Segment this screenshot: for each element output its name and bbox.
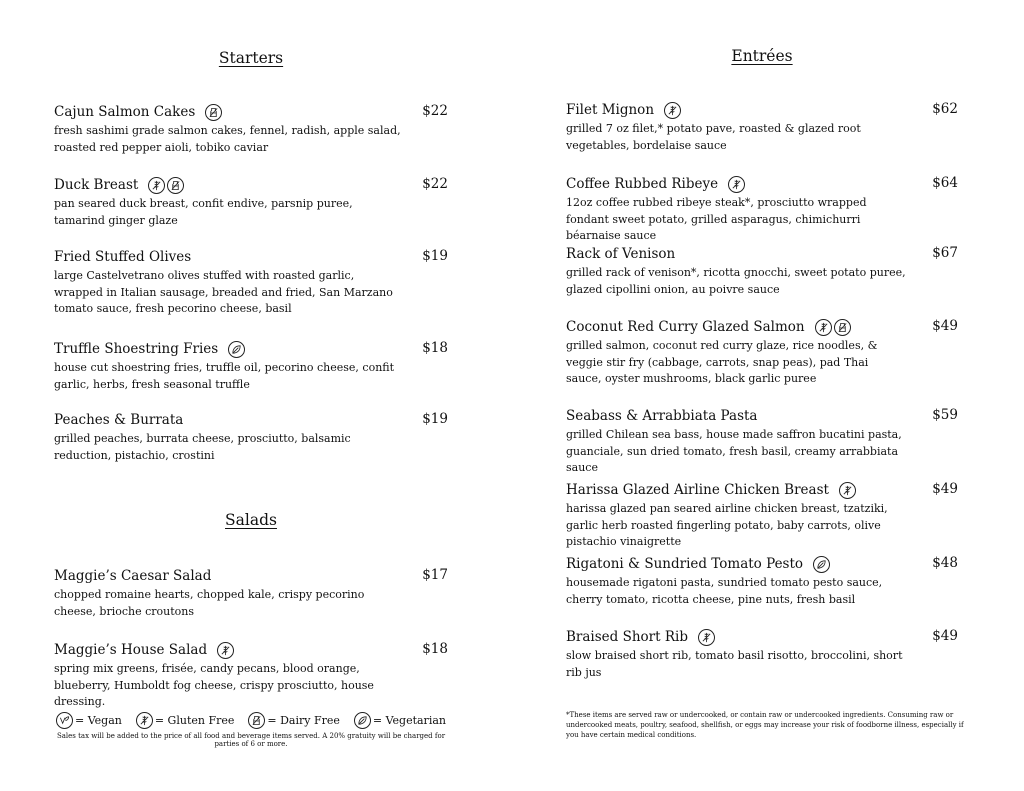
menu-item-name: Rack of Venison (566, 246, 676, 262)
menu-item-price: $59 (932, 407, 958, 423)
gluten-free-icon (815, 319, 832, 336)
menu-item-price: $49 (932, 318, 958, 334)
menu-item (54, 410, 448, 464)
menu-item (566, 174, 958, 245)
menu-item-description: grilled salmon, coconut red curry glaze, rice noodles, & veggie stir fry (cabbage, carrots, snap peas), pad Thai sauce, oyster mushrooms, black garlic puree (566, 339, 878, 385)
dietary-badges (228, 341, 245, 358)
menu-item (54, 640, 448, 711)
menu-item-header (54, 566, 448, 586)
menu-item-description: housemade rigatoni pasta, sundried tomato pesto sauce, cherry tomato, ricotta cheese, pine nuts, fresh basil (566, 576, 883, 606)
menu-item (566, 554, 958, 608)
menu-item (566, 627, 958, 681)
menu-item-price: $17 (422, 567, 448, 583)
menu-item-description: grilled rack of venison*, ricotta gnocchi, sweet potato puree, glazed cipollini onion, au poivre sauce (566, 266, 906, 296)
menu-item-description: 12oz coffee rubbed ribeye steak*, prosciutto wrapped fondant sweet potato, grilled asparagus, chimichurri béarnaise sauce (566, 196, 867, 242)
menu-item-header (566, 317, 958, 337)
dietary-badges (839, 482, 856, 499)
legend-entry (354, 712, 446, 729)
menu-item (54, 566, 448, 620)
dietary-badges (815, 319, 851, 336)
legend-entry (136, 712, 235, 729)
legend-label: = Vegan (75, 714, 122, 727)
menu-item (566, 480, 958, 551)
dairy-free-icon (834, 319, 851, 336)
menu-item-price: $67 (932, 245, 958, 261)
menu-item (54, 102, 448, 156)
menu-item-description: chopped romaine hearts, chopped kale, crispy pecorino cheese, brioche croutons (54, 588, 365, 618)
gluten-free-icon (698, 629, 715, 646)
menu-item-price: $49 (932, 628, 958, 644)
menu-item-price: $22 (422, 103, 448, 119)
raw-food-advisory: *These items are served raw or undercooked, or contain raw or undercooked ingredients. Consuming raw or undercooked meats, poultry, seafood, shellfish, or eggs may increase your risk of foodborne illness, especially if you have certain medical conditions. (566, 711, 964, 739)
menu-item (54, 339, 448, 393)
dietary-badges (664, 102, 681, 119)
legend-entry (248, 712, 340, 729)
menu-item-name: Rigatoni & Sundried Tomato Pesto (566, 556, 804, 572)
menu-item (54, 247, 448, 318)
dietary-legend (54, 712, 448, 729)
menu-item-name: Filet Mignon (566, 102, 655, 118)
menu-item-name: Cajun Salmon Cakes (54, 104, 196, 120)
menu-item-description: grilled 7 oz filet,* potato pave, roasted & glazed root vegetables, bordelaise sauce (566, 122, 861, 152)
gluten-free-icon (728, 176, 745, 193)
entrees-heading: Entrées (731, 47, 793, 65)
menu-item-name: Harissa Glazed Airline Chicken Breast (566, 482, 829, 498)
gluten-free-icon (136, 712, 153, 729)
menu-item-description: large Castelvetrano olives stuffed with roasted garlic, wrapped in Italian sausage, breaded and fried, San Marzano tomato sauce, fresh pecorino cheese, basil (54, 269, 393, 315)
legend-entry (56, 712, 122, 729)
menu-item-header (566, 406, 958, 426)
gluten-free-icon (148, 177, 165, 194)
dietary-badges (813, 556, 830, 573)
menu-item-price: $49 (932, 481, 958, 497)
menu-item-header (566, 480, 958, 500)
menu-item (566, 317, 958, 388)
dairy-free-icon (167, 177, 184, 194)
menu-item-header (566, 174, 958, 194)
menu-item-header (566, 627, 958, 647)
menu-item-header (54, 410, 448, 430)
dietary-badges (728, 176, 745, 193)
menu-item-description: slow braised short rib, tomato basil risotto, broccolini, short rib jus (566, 649, 903, 679)
starters-heading: Starters (218, 49, 284, 67)
menu-item-header (54, 640, 448, 660)
menu-item-name: Maggie’s House Salad (54, 642, 208, 658)
menu-item-header (54, 339, 448, 359)
tax-note: Sales tax will be added to the price of all food and beverage items served. A 20% gratuity will be charged for parties of 6 or more. (56, 732, 446, 748)
menu-item-description: pan seared duck breast, confit endive, parsnip puree, tamarind ginger glaze (54, 197, 353, 227)
menu-item-header (566, 244, 958, 264)
gluten-free-icon (217, 642, 234, 659)
menu-item-description: grilled Chilean sea bass, house made saffron bucatini pasta, guanciale, sun dried tomato, fresh basil, creamy arrabbiata sauce (566, 428, 902, 474)
menu-item-name: Braised Short Rib (566, 629, 688, 645)
dairy-free-icon (205, 104, 222, 121)
menu-item-header (566, 554, 958, 574)
gluten-free-icon (664, 102, 681, 119)
menu-item-price: $18 (422, 641, 448, 657)
menu-item (566, 100, 958, 154)
dietary-badges (698, 629, 715, 646)
vegetarian-icon (354, 712, 371, 729)
menu-item-description: grilled peaches, burrata cheese, prosciutto, balsamic reduction, pistachio, crostini (54, 432, 351, 462)
legend-label: = Vegetarian (372, 714, 446, 727)
menu-item-header (566, 100, 958, 120)
legend-label: = Dairy Free (267, 714, 340, 727)
menu-item-name: Truffle Shoestring Fries (54, 341, 219, 357)
legend-label: = Gluten Free (154, 714, 235, 727)
menu-item-price: $62 (932, 101, 958, 117)
menu-item (566, 244, 958, 298)
menu-item-name: Coconut Red Curry Glazed Salmon (566, 319, 805, 335)
vegetarian-icon (228, 341, 245, 358)
menu-item-description: spring mix greens, frisée, candy pecans, blood orange, blueberry, Humboldt fog cheese, crispy prosciutto, house dressing. (54, 662, 374, 708)
menu-item-price: $64 (932, 175, 958, 191)
menu-item-name: Fried Stuffed Olives (54, 249, 192, 265)
menu-item-price: $48 (932, 555, 958, 571)
menu-item-name: Coffee Rubbed Ribeye (566, 176, 719, 192)
menu-item-description: harissa glazed pan seared airline chicken breast, tzatziki, garlic herb roasted fingerling potato, baby carrots, olive pistachio vinaigrette (566, 502, 888, 548)
dietary-badges (148, 177, 184, 194)
menu-item-price: $22 (422, 176, 448, 192)
menu-item (54, 175, 448, 229)
menu-item-header (54, 247, 448, 267)
dairy-free-icon (248, 712, 265, 729)
menu-item-description: fresh sashimi grade salmon cakes, fennel, radish, apple salad, roasted red pepper aioli, tobiko caviar (54, 124, 401, 154)
menu-item-name: Maggie’s Caesar Salad (54, 568, 212, 584)
menu-item-header (54, 102, 448, 122)
menu-item-name: Seabass & Arrabbiata Pasta (566, 408, 758, 424)
dietary-badges (205, 104, 222, 121)
menu-item-description: house cut shoestring fries, truffle oil, pecorino cheese, confit garlic, herbs, fresh seasonal truffle (54, 361, 395, 391)
menu-item-name: Duck Breast (54, 177, 139, 193)
vegan-icon (56, 712, 73, 729)
vegetarian-icon (813, 556, 830, 573)
menu-item-price: $18 (422, 340, 448, 356)
dietary-badges (217, 642, 234, 659)
menu-item (566, 406, 958, 477)
gluten-free-icon (839, 482, 856, 499)
salads-heading: Salads (225, 511, 277, 529)
menu-item-price: $19 (422, 248, 448, 264)
menu-item-price: $19 (422, 411, 448, 427)
menu-item-header (54, 175, 448, 195)
menu-item-name: Peaches & Burrata (54, 412, 184, 428)
